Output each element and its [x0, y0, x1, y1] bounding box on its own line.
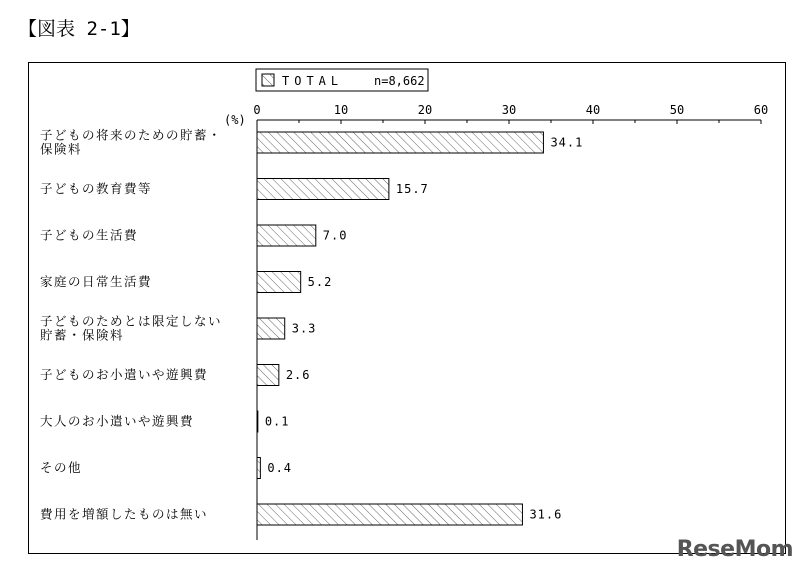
data-label: 31.6	[529, 507, 563, 522]
bar	[257, 179, 389, 200]
category-labels	[40, 128, 222, 522]
data-label: 7.0	[322, 228, 348, 243]
bar	[257, 225, 316, 246]
data-label: 2.6	[285, 368, 311, 382]
x-tick-label: 10	[333, 103, 349, 117]
category-label: その他	[40, 460, 83, 475]
category-label: 大人のお小遣いや遊興費	[40, 413, 195, 429]
data-label: 0.1	[264, 414, 290, 429]
x-axis	[253, 103, 768, 540]
x-tick-label: 60	[753, 103, 769, 117]
bar	[257, 411, 258, 432]
category-label: 子どもの教育費等	[40, 181, 153, 196]
category-label: 費用を増額したものは無い	[40, 506, 209, 522]
figure-title: 【図表 2-1】	[18, 18, 140, 40]
bar	[257, 272, 301, 293]
legend-n-label: n=8,662	[374, 74, 425, 88]
category-label: 子どもの将来のための貯蓄・	[40, 127, 223, 143]
bar	[257, 132, 543, 153]
x-tick-label: 40	[585, 103, 601, 117]
bar	[257, 365, 279, 386]
category-label: 家庭の日常生活費	[40, 274, 153, 289]
bar	[257, 318, 285, 339]
category-label: 貯蓄・保険料	[40, 327, 125, 343]
x-tick-label: 30	[501, 103, 517, 117]
category-label: 保険料	[40, 141, 83, 157]
category-label: 子どもの生活費	[40, 227, 139, 243]
x-tick-label: 20	[417, 103, 433, 117]
bar	[257, 504, 522, 525]
x-tick-label: 0	[253, 103, 261, 117]
legend-series-name: TOTAL	[282, 74, 344, 88]
data-label: 34.1	[550, 135, 584, 150]
x-tick-label: 50	[669, 103, 685, 117]
data-label: 5.2	[307, 275, 333, 289]
data-label: 0.4	[267, 461, 293, 475]
watermark-logo: ReseMom	[676, 537, 793, 562]
data-label: 15.7	[395, 182, 429, 196]
category-label: 子どものお小遣いや遊興費	[40, 367, 209, 382]
legend-swatch	[262, 74, 274, 86]
data-label: 3.3	[291, 321, 317, 336]
category-label: 子どものためとは限定しない	[40, 313, 223, 329]
unit-label: (%)	[224, 113, 246, 127]
bar	[257, 458, 260, 479]
